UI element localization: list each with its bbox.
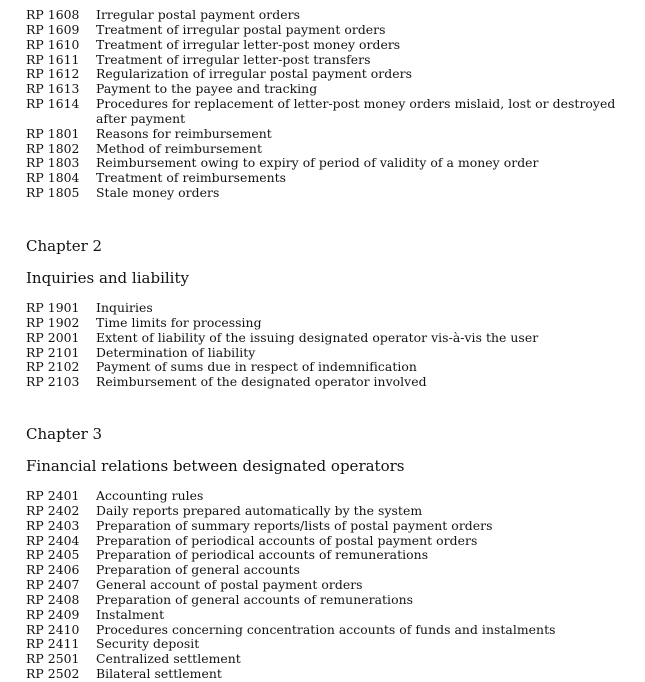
rule-row <box>26 171 626 186</box>
rule-row <box>26 593 626 608</box>
rule-row <box>26 563 626 578</box>
rule-code: RP 1613 <box>26 81 80 97</box>
rule-code: RP 1803 <box>26 155 80 171</box>
chapter-3-subtitle: Financial relations between designated operators <box>26 457 405 476</box>
rule-title: Preparation of summary reports/lists of postal payment orders <box>96 517 493 533</box>
rule-title: Time limits for processing <box>96 314 262 330</box>
rule-title: Accounting rules <box>96 488 204 504</box>
rule-row <box>26 652 626 667</box>
rule-title: Treatment of irregular postal payment orders <box>96 21 386 37</box>
rule-code: RP 1801 <box>26 125 80 141</box>
rule-row <box>26 67 626 82</box>
rule-code: RP 2501 <box>26 651 80 667</box>
rule-row <box>26 23 626 38</box>
rule-row <box>26 608 626 623</box>
rule-row <box>26 82 626 97</box>
rule-title: Preparation of general accounts of remunerations <box>96 591 414 607</box>
rule-row <box>26 301 626 316</box>
rule-title: Procedures concerning concentration accounts of funds and instalments <box>96 621 556 637</box>
rule-row <box>26 637 626 652</box>
rule-code: RP 2102 <box>26 359 80 375</box>
rule-code: RP 2402 <box>26 502 80 518</box>
rule-row <box>26 534 626 549</box>
rule-title: Bilateral settlement <box>96 666 222 682</box>
rule-row <box>26 504 626 519</box>
rule-title: Treatment of irregular letter-post transfers <box>96 51 371 67</box>
rule-title: Treatment of irregular letter-post money orders <box>96 36 401 52</box>
chapter-2-heading: Chapter 2 <box>26 236 103 255</box>
rule-code: RP 1614 <box>26 96 80 112</box>
rule-title: Inquiries <box>96 299 153 315</box>
rule-row <box>26 127 626 142</box>
chapter-3-heading: Chapter 3 <box>26 425 103 444</box>
rule-code: RP 2101 <box>26 344 80 360</box>
rule-code: RP 1901 <box>26 299 80 315</box>
rule-title: Payment to the payee and tracking <box>96 81 318 97</box>
rule-code: RP 2404 <box>26 532 80 548</box>
rule-code: RP 2103 <box>26 374 80 390</box>
rule-row <box>26 142 626 157</box>
rule-row <box>26 316 626 331</box>
rule-code: RP 1610 <box>26 36 80 52</box>
rule-title: Preparation of periodical accounts of remunerations <box>96 547 429 563</box>
rule-code: RP 1902 <box>26 314 80 330</box>
rule-row <box>26 375 626 390</box>
rule-code: RP 2411 <box>26 636 80 652</box>
rule-code: RP 2403 <box>26 517 80 533</box>
rule-title: Stale money orders <box>96 185 220 201</box>
rule-title: Procedures for replacement of letter-post money orders mislaid, lost or destroyed after payment <box>96 96 616 126</box>
rule-row <box>26 8 626 23</box>
rule-list-chapter-2 <box>26 301 626 390</box>
rule-row <box>26 38 626 53</box>
rule-row <box>26 97 626 127</box>
rule-title: Reimbursement of the designated operator involved <box>96 374 427 390</box>
rule-title: Instalment <box>96 606 165 622</box>
rule-row <box>26 331 626 346</box>
rule-code: RP 1609 <box>26 21 80 37</box>
rule-code: RP 1608 <box>26 7 80 22</box>
rule-code: RP 2409 <box>26 606 80 622</box>
rule-title: Irregular postal payment orders <box>96 7 300 22</box>
rule-title: Preparation of periodical accounts of postal payment orders <box>96 532 478 548</box>
rule-code: RP 2405 <box>26 547 80 563</box>
rule-row <box>26 548 626 563</box>
rule-row <box>26 578 626 593</box>
rule-title: Regularization of irregular postal payment orders <box>96 66 412 82</box>
rule-list-chapter-3 <box>26 489 626 682</box>
rule-code: RP 2001 <box>26 329 80 345</box>
rule-title: Reimbursement owing to expiry of period of validity of a money order <box>96 155 539 171</box>
rule-code: RP 1804 <box>26 170 80 186</box>
rule-code: RP 2407 <box>26 577 80 593</box>
rule-list-chapter-1 <box>26 8 626 201</box>
rule-title: Centralized settlement <box>96 651 241 667</box>
rule-row <box>26 623 626 638</box>
rule-title: Method of reimbursement <box>96 140 262 156</box>
rule-title: Payment of sums due in respect of indemnification <box>96 359 417 375</box>
rule-title: Preparation of general accounts <box>96 562 300 578</box>
rule-row <box>26 667 626 682</box>
rule-code: RP 2410 <box>26 621 80 637</box>
document-page <box>26 8 626 682</box>
rule-row <box>26 519 626 534</box>
rule-code: RP 2406 <box>26 562 80 578</box>
rule-code: RP 1612 <box>26 66 80 82</box>
rule-title: Treatment of reimbursements <box>96 170 287 186</box>
rule-title: Extent of liability of the issuing designated operator vis-à-vis the user <box>96 329 539 345</box>
rule-row <box>26 186 626 201</box>
chapter-2-subtitle: Inquiries and liability <box>26 268 189 287</box>
rule-title: Security deposit <box>96 636 200 652</box>
rule-code: RP 1805 <box>26 185 80 201</box>
rule-code: RP 2408 <box>26 591 80 607</box>
rule-row <box>26 346 626 361</box>
rule-row <box>26 489 626 504</box>
rule-title: Determination of liability <box>96 344 256 360</box>
rule-code: RP 2401 <box>26 488 80 504</box>
rule-code: RP 1611 <box>26 51 80 67</box>
rule-code: RP 1802 <box>26 140 80 156</box>
rule-row <box>26 53 626 68</box>
rule-row <box>26 156 626 171</box>
rule-code: RP 2502 <box>26 666 80 682</box>
rule-title: Daily reports prepared automatically by the system <box>96 502 423 518</box>
rule-row <box>26 360 626 375</box>
rule-title: Reasons for reimbursement <box>96 125 272 141</box>
rule-title: General account of postal payment orders <box>96 577 363 593</box>
